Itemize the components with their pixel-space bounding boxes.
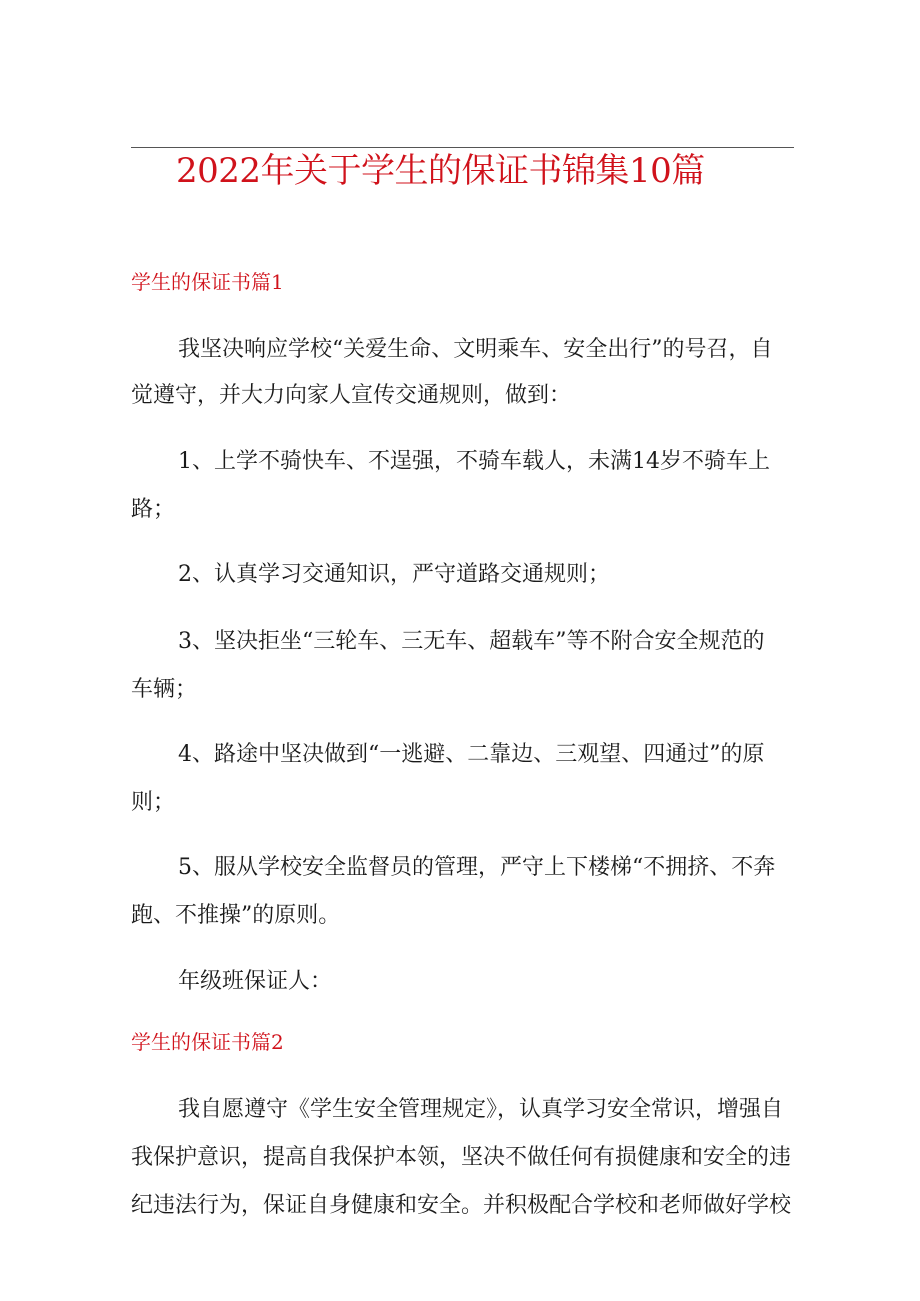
paragraph-line: 我坚决响应学校“关爱生命、文明乘车、安全出行”的号召，自 [178, 337, 773, 362]
list-item-line: 1、上学不骑快车、不逞强，不骑车载人，未满14岁不骑车上 [178, 449, 770, 474]
signature-line: 年级班保证人： [178, 969, 333, 994]
list-item-line: 路； [131, 497, 176, 522]
list-item-line: 2、认真学习交通知识，严守道路交通规则； [178, 562, 610, 587]
list-item-line: 5、服从学校安全监督员的管理，严守上下楼梯“不拥挤、不奔 [178, 855, 776, 880]
paragraph-line: 我保护意识，提高自我保护本领，坚决不做任何有损健康和安全的违 [131, 1145, 792, 1170]
section-heading-2: 学生的保证书篇2 [131, 1030, 284, 1054]
list-item-line: 则； [131, 790, 176, 815]
paragraph-line: 觉遵守，并大力向家人宣传交通规则，做到： [131, 383, 572, 408]
list-item-line: 跑、不推操”的原则。 [131, 903, 341, 928]
paragraph-line: 纪违法行为，保证自身健康和安全。并积极配合学校和老师做好学校 [131, 1193, 792, 1218]
paragraph-line: 我自愿遵守《学生安全管理规定》，认真学习安全常识，增强自 [178, 1097, 784, 1122]
section-heading-1: 学生的保证书篇1 [131, 270, 284, 294]
list-item-line: 4、路途中坚决做到“一逃避、二靠边、三观望、四通过”的原 [178, 742, 765, 767]
list-item-line: 车辆； [131, 677, 198, 702]
list-item-line: 3、坚决拒坐“三轮车、三无车、超载车”等不附合安全规范的 [178, 629, 765, 654]
document-title: 2022年关于学生的保证书锦集10篇 [176, 151, 705, 191]
